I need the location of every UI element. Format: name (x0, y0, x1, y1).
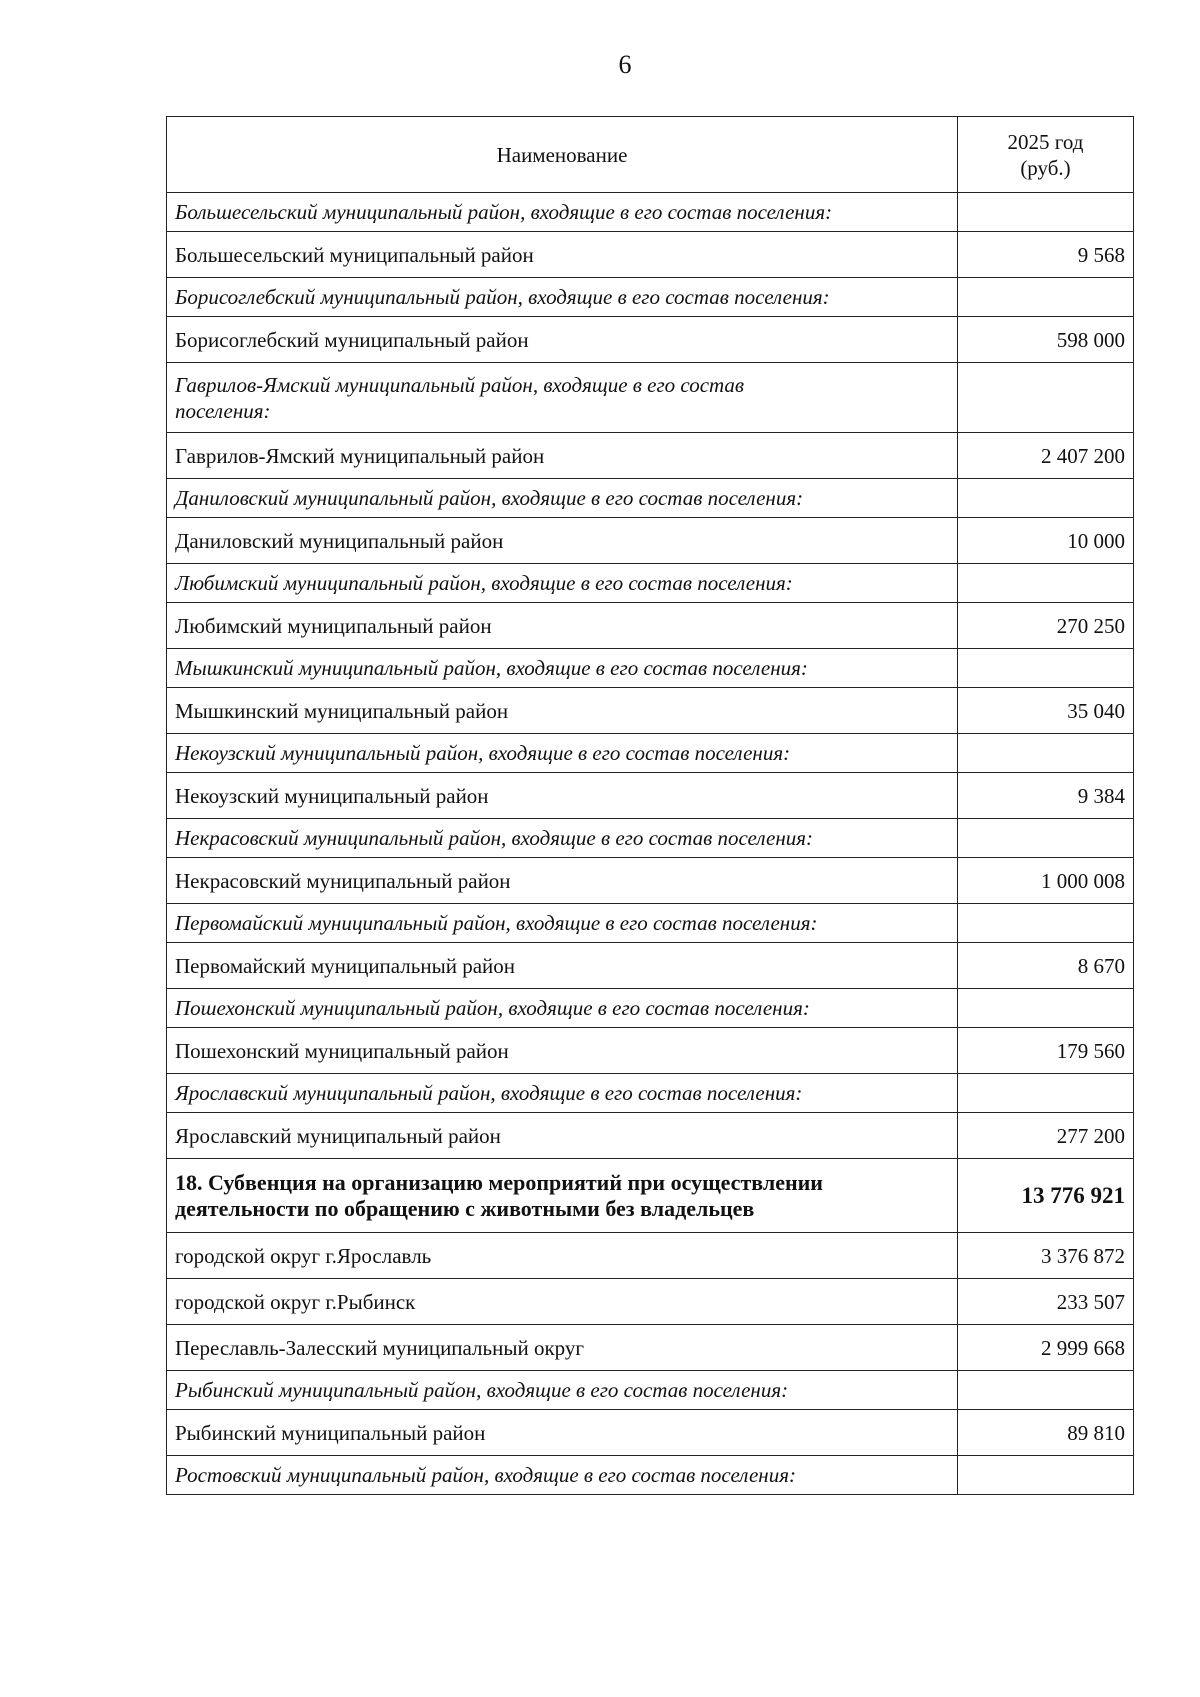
row-value: 2 407 200 (958, 433, 1134, 479)
row-value (958, 989, 1134, 1028)
page-number: 6 (618, 50, 632, 79)
table-row (167, 363, 1134, 433)
table-row (167, 904, 1134, 943)
row-name: Гаврилов-Ямский муниципальный район, входящие в его состав поселения: (167, 363, 958, 433)
row-name: Ростовский муниципальный район, входящие в его состав поселения: (167, 1456, 958, 1495)
row-name: городской округ г.Рыбинск (167, 1279, 958, 1325)
table-row (167, 1028, 1134, 1074)
row-name: Рыбинский муниципальный район, входящие в его состав поселения: (167, 1371, 958, 1410)
table-row (167, 278, 1134, 317)
table-row (167, 518, 1134, 564)
row-name: Ярославский муниципальный район (167, 1113, 958, 1159)
row-name: Первомайский муниципальный район, входящие в его состав поселения: (167, 904, 958, 943)
table-row (167, 989, 1134, 1028)
row-value: 598 000 (958, 317, 1134, 363)
row-name: Рыбинский муниципальный район (167, 1410, 958, 1456)
row-value: 179 560 (958, 1028, 1134, 1074)
row-value (958, 734, 1134, 773)
section-total: 13 776 921 (958, 1159, 1134, 1233)
row-value (958, 278, 1134, 317)
table-row (167, 232, 1134, 278)
table-row (167, 1113, 1134, 1159)
row-name: Пошехонский муниципальный район, входящие в его состав поселения: (167, 989, 958, 1028)
row-name: Первомайский муниципальный район (167, 943, 958, 989)
row-value: 8 670 (958, 943, 1134, 989)
row-name: Любимский муниципальный район (167, 603, 958, 649)
row-value (958, 363, 1134, 433)
row-value: 89 810 (958, 1410, 1134, 1456)
row-value: 233 507 (958, 1279, 1134, 1325)
row-value (958, 649, 1134, 688)
row-value (958, 904, 1134, 943)
row-value: 9 384 (958, 773, 1134, 819)
section-row (167, 1159, 1134, 1233)
row-name: Борисоглебский муниципальный район (167, 317, 958, 363)
table-row (167, 603, 1134, 649)
table-row (167, 193, 1134, 232)
table-row (167, 1279, 1134, 1325)
table-row (167, 858, 1134, 904)
row-name: Переславль-Залесский муниципальный округ (167, 1325, 958, 1371)
row-value: 270 250 (958, 603, 1134, 649)
row-name: Пошехонский муниципальный район (167, 1028, 958, 1074)
row-value: 35 040 (958, 688, 1134, 734)
row-value (958, 1074, 1134, 1113)
table-row (167, 688, 1134, 734)
row-name: Даниловский муниципальный район (167, 518, 958, 564)
row-name: Некоузский муниципальный район (167, 773, 958, 819)
row-value (958, 819, 1134, 858)
section-title: 18. Субвенция на организацию мероприятий при осуществлении деятельности по обращению с животными без владельцев (167, 1159, 958, 1233)
row-name: Большесельский муниципальный район (167, 232, 958, 278)
row-name: Борисоглебский муниципальный район, входящие в его состав поселения: (167, 278, 958, 317)
table-row (167, 819, 1134, 858)
row-name: Большесельский муниципальный район, входящие в его состав поселения: (167, 193, 958, 232)
table-row (167, 1233, 1134, 1279)
row-value (958, 479, 1134, 518)
row-name: Мышкинский муниципальный район, входящие в его состав поселения: (167, 649, 958, 688)
row-value: 9 568 (958, 232, 1134, 278)
row-name: Даниловский муниципальный район, входящие в его состав поселения: (167, 479, 958, 518)
row-value: 10 000 (958, 518, 1134, 564)
table-header-row (167, 117, 1134, 193)
row-value: 2 999 668 (958, 1325, 1134, 1371)
table-row (167, 433, 1134, 479)
row-name: Некрасовский муниципальный район (167, 858, 958, 904)
table-row (167, 479, 1134, 518)
table-row (167, 1325, 1134, 1371)
table-row (167, 943, 1134, 989)
row-name: Некоузский муниципальный район, входящие в его состав поселения: (167, 734, 958, 773)
row-value: 1 000 008 (958, 858, 1134, 904)
row-value (958, 564, 1134, 603)
row-value (958, 193, 1134, 232)
table-row (167, 1456, 1134, 1495)
table-row (167, 773, 1134, 819)
row-value (958, 1371, 1134, 1410)
row-value: 277 200 (958, 1113, 1134, 1159)
row-name: городской округ г.Ярославль (167, 1233, 958, 1279)
table-row (167, 317, 1134, 363)
table-row (167, 734, 1134, 773)
table-row (167, 649, 1134, 688)
header-unit: (руб.) (1020, 155, 1071, 180)
header-year: 2025 год (1007, 129, 1084, 154)
header-year-cell (958, 117, 1134, 193)
row-name: Некрасовский муниципальный район, входящие в его состав поселения: (167, 819, 958, 858)
row-value: 3 376 872 (958, 1233, 1134, 1279)
table-row (167, 564, 1134, 603)
table-row (167, 1371, 1134, 1410)
row-name: Любимский муниципальный район, входящие в его состав поселения: (167, 564, 958, 603)
row-name: Мышкинский муниципальный район (167, 688, 958, 734)
header-name: Наименование (167, 117, 958, 193)
table-row (167, 1074, 1134, 1113)
row-name: Ярославский муниципальный район, входящие в его состав поселения: (167, 1074, 958, 1113)
budget-table (166, 116, 1134, 1495)
row-name: Гаврилов-Ямский муниципальный район (167, 433, 958, 479)
row-value (958, 1456, 1134, 1495)
table-row (167, 1410, 1134, 1456)
